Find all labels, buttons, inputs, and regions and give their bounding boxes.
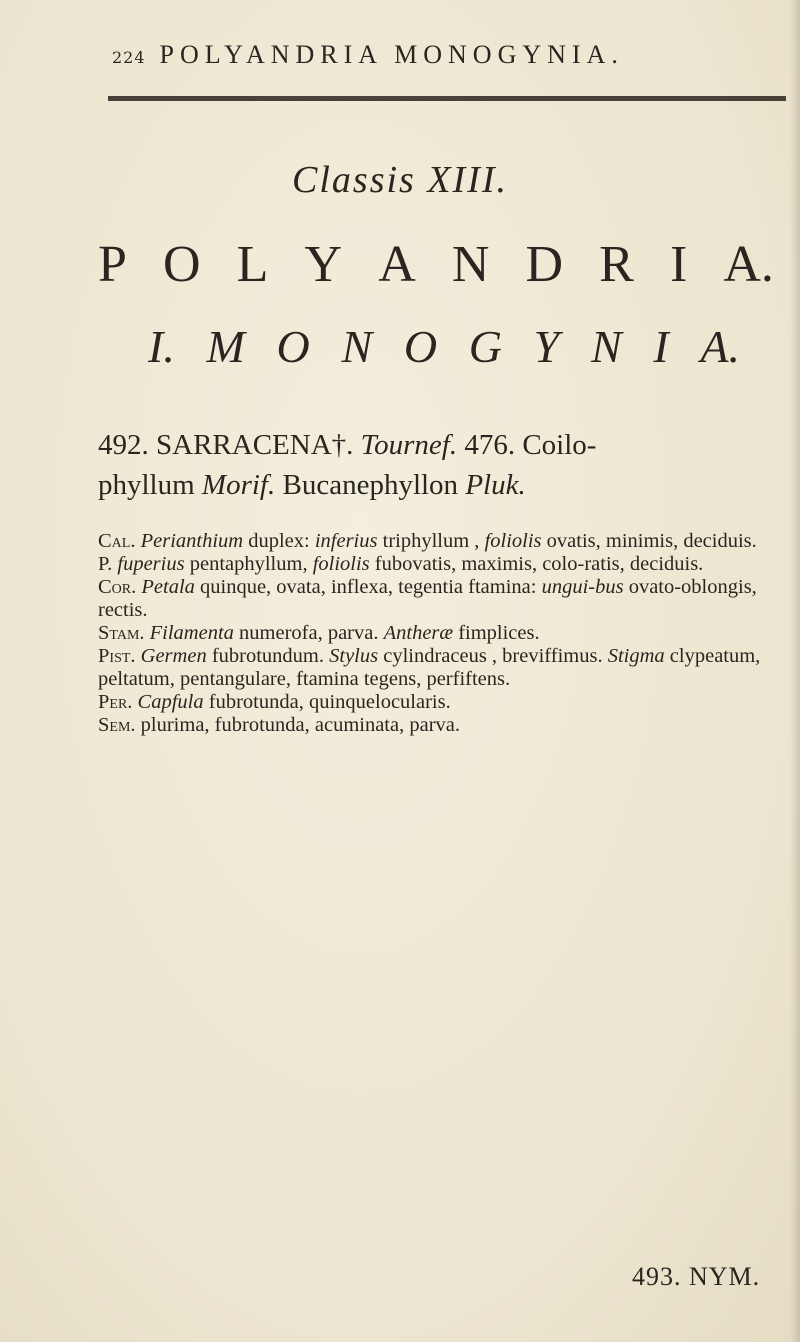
class-name-letter: O: [163, 236, 201, 293]
order-letter: G: [468, 321, 502, 372]
order-letter: A.: [700, 321, 740, 372]
class-name-letter: Y: [304, 236, 343, 293]
italic-term: foliolis: [484, 530, 542, 552]
synonym-coilophyllum-a: Coilo-: [522, 429, 597, 461]
order-letter: O: [403, 321, 438, 372]
description-text: ovato-oblongis, rectis.: [98, 576, 757, 621]
description-text: fubovatis, maximis, colo-ratis, deciduis.: [369, 553, 704, 575]
synonym-coilophyllum-b: phyllum: [98, 469, 195, 501]
order-letter: M: [206, 321, 245, 372]
italic-term: Stigma: [607, 645, 665, 667]
description-paragraph: [98, 645, 798, 691]
description-text: pentaphyllum,: [184, 553, 313, 575]
reference-tournefort-number: 476.: [464, 429, 516, 461]
description-text: fubrotundum.: [206, 645, 330, 667]
description-label: Cal.: [98, 530, 136, 552]
description-label: Sem.: [98, 714, 136, 736]
class-name-letter: I: [669, 236, 688, 293]
description-label: P.: [98, 553, 113, 575]
order-letter: Y: [533, 321, 560, 372]
page-number: 224: [112, 48, 146, 67]
class-name-letter: R: [599, 236, 634, 293]
reference-tournefort: Tournef.: [360, 429, 458, 461]
reference-morison: Morif.: [201, 469, 276, 501]
running-head: [112, 40, 760, 72]
description-paragraph: [98, 576, 798, 622]
description-text: fubrotunda, quinquelocularis.: [203, 691, 451, 713]
italic-term: Perianthium: [140, 530, 244, 552]
description-text: numerofa, parva.: [233, 622, 384, 644]
dagger-mark: †.: [331, 429, 354, 461]
description-paragraph: [98, 553, 798, 576]
class-name-letter: P: [98, 236, 127, 293]
italic-term: foliolis: [312, 553, 370, 575]
italic-term: Antheræ: [383, 622, 454, 644]
description-text: cylindraceus , breviffimus.: [378, 645, 608, 667]
order-letter: N: [590, 321, 622, 372]
header-rule: [108, 96, 786, 101]
description-paragraph: [98, 530, 798, 553]
reference-plukenet: Pluk.: [465, 469, 526, 501]
description-label: Pist.: [98, 645, 136, 667]
order-letter: I.: [148, 321, 175, 372]
genus-name: SARRACENA: [156, 429, 332, 461]
italic-term: Germen: [140, 645, 207, 667]
catchword: 493. NYM.: [632, 1262, 761, 1291]
italic-term: Stylus: [329, 645, 379, 667]
class-name-letter: L: [236, 236, 269, 293]
description-label: Stam.: [98, 622, 145, 644]
entry-number: 492.: [98, 429, 149, 461]
description-text: triphyllum ,: [377, 530, 485, 552]
genus-entry-heading: [98, 425, 798, 505]
class-name-letter: A: [378, 236, 416, 293]
description-paragraph: [98, 691, 798, 714]
order-letter: I: [653, 321, 669, 372]
italic-term: Capfula: [137, 691, 204, 713]
italic-term: ungui-bus: [541, 576, 624, 598]
order-letter: O: [276, 321, 310, 372]
description-label: Per.: [98, 691, 133, 713]
italic-term: Petala: [141, 576, 195, 598]
class-name-letter: A.: [723, 236, 774, 293]
description-text: plurima, fubrotunda, acuminata, parva.: [140, 714, 460, 736]
description-paragraph: [98, 714, 798, 737]
classis-heading: Classis XIII.: [292, 159, 508, 201]
italic-term: Filamenta: [149, 622, 234, 644]
order-letter: N: [341, 321, 373, 372]
description-text: ovatis, minimis, deciduis.: [541, 530, 757, 552]
italic-term: fuperius: [117, 553, 185, 575]
italic-term: inferius: [314, 530, 378, 552]
description-text: duplex:: [243, 530, 315, 552]
order-heading: [148, 320, 740, 373]
description-paragraph: [98, 622, 798, 645]
class-name-letter: N: [451, 236, 490, 293]
running-title: POLYANDRIA MONOGYNIA.: [159, 40, 624, 69]
class-name-letter: D: [525, 236, 564, 293]
description-text: quinque, ovata, inflexa, tegentia ftamina:: [194, 576, 542, 598]
description-text: fimplices.: [453, 622, 540, 644]
class-name-heading: [98, 235, 774, 294]
synonym-bucanephyllon: Bucanephyllon: [282, 469, 459, 501]
description-label: Cor.: [98, 576, 137, 598]
generic-description: [98, 530, 798, 737]
description-text: clypeatum, peltatum, pentangulare, ftamina tegens, perfiftens.: [98, 645, 761, 690]
